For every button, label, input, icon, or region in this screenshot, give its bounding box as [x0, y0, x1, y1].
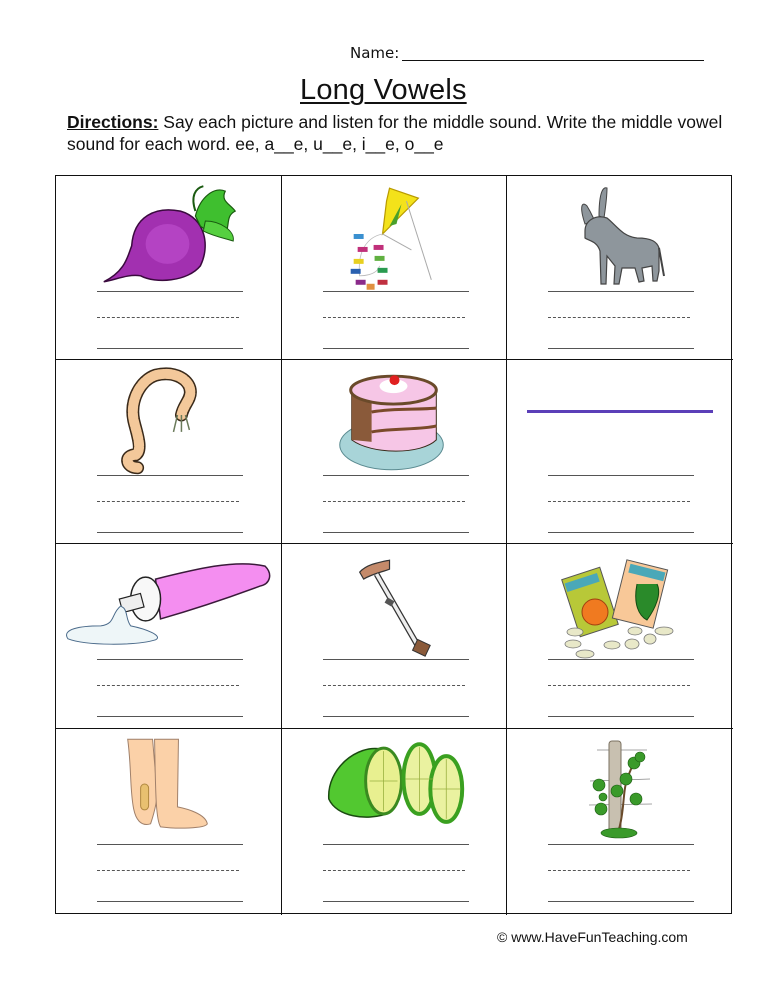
answer-line-mid — [548, 870, 690, 871]
answer-line-mid — [323, 317, 465, 318]
cell-lime — [282, 729, 507, 915]
answer-line-bottom[interactable] — [323, 348, 469, 349]
cell-feet — [56, 729, 282, 915]
name-field-line[interactable] — [402, 60, 704, 61]
tube-icon — [56, 544, 281, 659]
feet-icon — [56, 729, 281, 844]
rope-icon — [56, 360, 281, 475]
answer-line-top[interactable] — [323, 844, 469, 845]
cell-tube — [56, 544, 282, 729]
answer-line-top[interactable] — [548, 475, 694, 476]
answer-line-bottom[interactable] — [323, 901, 469, 902]
answer-line-top[interactable] — [323, 659, 469, 660]
answer-line-bottom[interactable] — [323, 532, 469, 533]
answer-line-bottom[interactable] — [323, 716, 469, 717]
copyright-footer: © www.HaveFunTeaching.com — [497, 929, 688, 945]
answer-line-bottom[interactable] — [548, 716, 694, 717]
vine-icon — [507, 729, 733, 844]
cell-rope — [56, 360, 282, 544]
directions-text: Say each picture and listen for the middle sound. Write the middle vowel sound for each word. ee, a__e, u__e, i__e, o__e — [67, 112, 723, 154]
answer-line-mid — [97, 870, 239, 871]
name-label: Name: — [350, 44, 400, 62]
answer-line-top[interactable] — [548, 844, 694, 845]
answer-line-mid — [548, 685, 690, 686]
answer-line-bottom[interactable] — [97, 716, 243, 717]
kite-icon — [282, 176, 506, 291]
cell-kite — [282, 176, 507, 360]
worksheet-grid — [55, 175, 732, 914]
mule-icon — [507, 176, 733, 291]
answer-line-mid — [323, 501, 465, 502]
answer-line-bottom[interactable] — [97, 901, 243, 902]
answer-line-bottom[interactable] — [97, 348, 243, 349]
directions-label: Directions: — [67, 112, 159, 132]
answer-line-top[interactable] — [97, 659, 243, 660]
cake-icon — [282, 360, 506, 475]
page-title: Long Vowels — [300, 74, 467, 106]
answer-line-top[interactable] — [548, 659, 694, 660]
cell-seeds — [507, 544, 733, 729]
answer-line-mid — [97, 317, 239, 318]
purple-line-icon — [527, 410, 713, 413]
cell-line — [507, 360, 733, 544]
cell-vine — [507, 729, 733, 915]
cell-beet — [56, 176, 282, 360]
answer-line-bottom[interactable] — [97, 532, 243, 533]
cell-cane — [282, 544, 507, 729]
answer-line-bottom[interactable] — [548, 901, 694, 902]
beet-icon — [56, 176, 281, 291]
answer-line-bottom[interactable] — [548, 348, 694, 349]
answer-line-top[interactable] — [323, 475, 469, 476]
seed-packets-icon — [507, 544, 733, 659]
answer-line-top[interactable] — [97, 475, 243, 476]
answer-line-mid — [548, 501, 690, 502]
answer-line-mid — [97, 501, 239, 502]
answer-line-mid — [323, 870, 465, 871]
cane-icon — [282, 544, 506, 659]
lime-icon — [282, 729, 506, 844]
cell-mule — [507, 176, 733, 360]
answer-line-top[interactable] — [548, 291, 694, 292]
answer-line-bottom[interactable] — [548, 532, 694, 533]
directions — [67, 111, 747, 155]
answer-line-top[interactable] — [97, 291, 243, 292]
answer-line-top[interactable] — [97, 844, 243, 845]
answer-line-mid — [323, 685, 465, 686]
cell-cake — [282, 360, 507, 544]
answer-line-top[interactable] — [323, 291, 469, 292]
answer-line-mid — [548, 317, 690, 318]
answer-line-mid — [97, 685, 239, 686]
